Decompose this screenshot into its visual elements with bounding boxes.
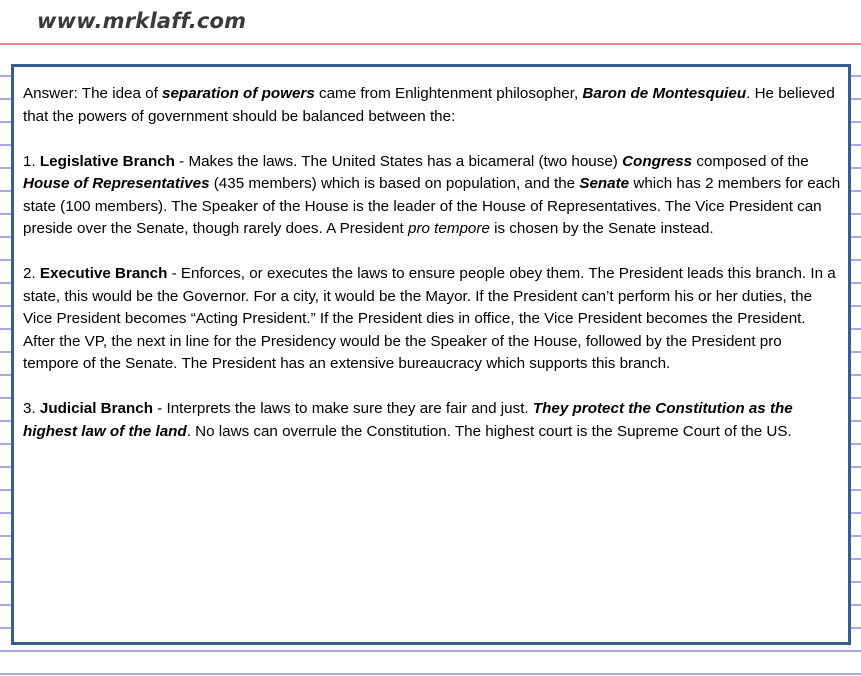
legislative-text: - Makes the laws. The United States has a bicameral (two house): [174, 152, 623, 170]
term-montesquieu: Baron de Montesquieu: [582, 85, 747, 102]
answer-text: [23, 83, 841, 466]
item-number: 2.: [23, 265, 40, 282]
intro-text: . He believed that the powers of government should be balanced between the:: [23, 85, 835, 125]
margin-line: [0, 43, 861, 45]
item-number: 1.: [23, 152, 40, 170]
legislative-text: is chosen by the Senate instead.: [489, 220, 714, 237]
judicial-heading: Judicial Branch: [39, 400, 153, 417]
judicial-paragraph: [23, 398, 841, 443]
legislative-paragraph: [23, 151, 841, 241]
term-congress: Congress: [622, 152, 693, 170]
legislative-text: which has 2 members for each state (100 members). The Speaker of the House is the leader of the House of Representatives. The Vice President can preside over the Senate, though rarely does. A President: [23, 175, 841, 237]
judicial-text: - Interprets the laws to make sure they are fair and just.: [153, 400, 533, 417]
intro-paragraph: [23, 83, 841, 128]
term-house-of-representatives: House of Representatives: [23, 175, 210, 192]
term-senate: Senate: [579, 175, 630, 192]
legislative-text: (435 members) which is based on population, and the: [209, 175, 580, 192]
term-pro-tempore: pro tempore: [408, 220, 490, 237]
executive-heading: Executive Branch: [39, 265, 168, 282]
term-separation-of-powers: separation of powers: [162, 85, 315, 102]
executive-text: - Enforces, or executes the laws to ensure people obey them. The President leads this branch. In a state, this would be the Governor. For a city, it would be the Mayor. If the President can’t perform his or her duties, the Vice President becomes “Acting President.” If the President dies in office, the Vice President becomes the President. After the VP, the next in line for the Presidency would be the Speaker of the House, followed by the President pro tempore of the Senate. The President has an extensive bureaucracy which supports this branch.: [23, 265, 836, 372]
judicial-text: . No laws can overrule the Constitution. The highest court is the Supreme Court of the US.: [186, 422, 792, 440]
site-url: www.mrklaff.com: [37, 9, 247, 33]
executive-paragraph: [23, 263, 841, 376]
legislative-heading: Legislative Branch: [39, 152, 175, 170]
term-constitution: They protect the Constitution as the highest law of the land: [23, 400, 793, 440]
answer-box: [11, 64, 851, 645]
header-band: [0, 0, 861, 43]
item-number: 3.: [23, 400, 40, 417]
legislative-text: composed of the: [692, 152, 809, 170]
intro-text: came from Enlightenment philosopher,: [314, 85, 583, 102]
intro-text: Answer: The idea of: [23, 85, 163, 102]
